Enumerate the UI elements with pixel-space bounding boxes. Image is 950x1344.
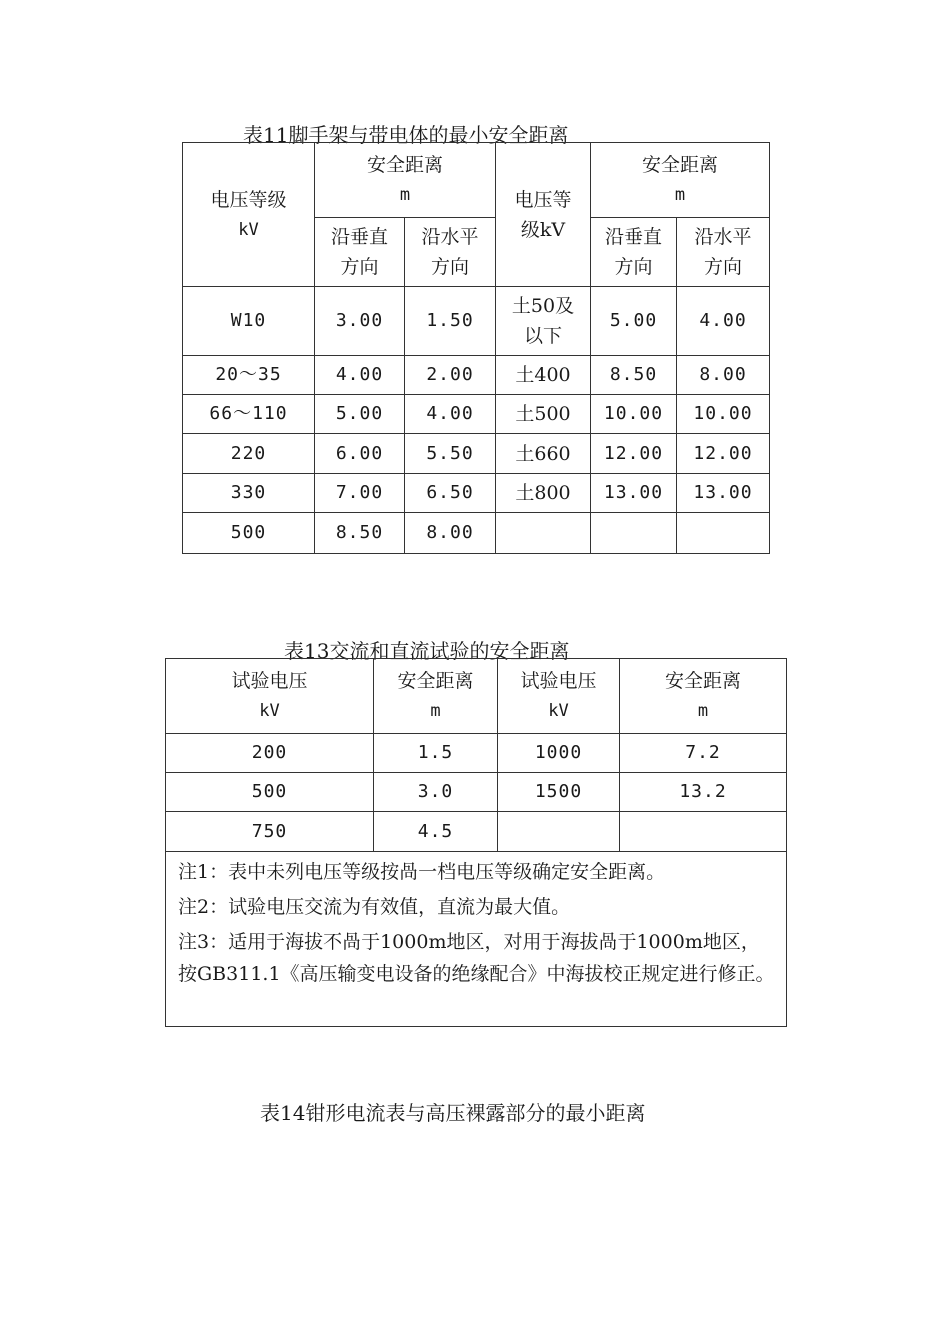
header-distance-left: 安全距离 m — [315, 143, 496, 218]
header-test-voltage-right: 试验电压 kV — [498, 659, 620, 734]
note-2: 注2：试验电压交流为有效值，直流为最大值。 — [178, 896, 571, 918]
table-cell: 20〜35 — [183, 356, 315, 395]
table-row — [166, 812, 787, 852]
note-1: 注1：表中未列电压等级按咼一档电压等级确定安全距离。 — [178, 861, 666, 883]
header-voltage-right: 电压等 级kV — [496, 143, 591, 287]
header-voltage-left: 电压等级 kV — [183, 143, 315, 287]
table-row — [183, 474, 770, 513]
table-row — [166, 734, 787, 773]
table-cell: 1.50 — [405, 287, 496, 356]
table13-notes — [166, 852, 787, 1027]
header-horizontal-left: 沿水平 方向 — [405, 218, 496, 287]
table-row — [166, 773, 787, 812]
table13 — [165, 658, 787, 1027]
table-cell: 4.00 — [405, 395, 496, 434]
table-cell: 220 — [183, 434, 315, 474]
note-3: 注3：适用于海拔不咼于1000m地区，对用于海拔咼于1000m地区，按GB311.1《高压输变电设备的绝缘配合》中海拔校正规定进行修正。 — [178, 931, 775, 985]
table-cell: 6.50 — [405, 474, 496, 513]
table-cell: 10.00 — [677, 395, 770, 434]
table-cell: 66〜110 — [183, 395, 315, 434]
table-row — [183, 395, 770, 434]
table-cell: 4.00 — [315, 356, 405, 395]
table-cell: 8.00 — [677, 356, 770, 395]
table-cell: 750 — [166, 812, 374, 852]
table11 — [182, 142, 770, 554]
table11-caption: 表11脚手架与带电体的最小安全距离 — [243, 123, 569, 147]
table-cell: 4.5 — [374, 812, 498, 852]
table-cell: 1500 — [498, 773, 620, 812]
table-cell: 200 — [166, 734, 374, 773]
table-cell: 6.00 — [315, 434, 405, 474]
header-distance-left: 安全距离 m — [374, 659, 498, 734]
table13-caption: 表13交流和直流试验的安全距离 — [284, 639, 570, 663]
table-cell: 土50及 以下 — [496, 287, 591, 356]
table-cell — [677, 513, 770, 554]
table-cell: 12.00 — [677, 434, 770, 474]
table-row — [183, 513, 770, 554]
table-cell: 土400 — [496, 356, 591, 395]
table-cell: 土500 — [496, 395, 591, 434]
table-row — [183, 434, 770, 474]
table-cell: 2.00 — [405, 356, 496, 395]
header-test-voltage-left: 试验电压 kV — [166, 659, 374, 734]
table-cell: 土800 — [496, 474, 591, 513]
table-row — [183, 287, 770, 356]
header-distance-right: 安全距离 m — [620, 659, 787, 734]
table-cell: 500 — [183, 513, 315, 554]
table-cell: 500 — [166, 773, 374, 812]
table-cell: 5.00 — [315, 395, 405, 434]
table-cell: 1000 — [498, 734, 620, 773]
table-cell — [591, 513, 677, 554]
table-cell — [496, 513, 591, 554]
table-cell: 1.5 — [374, 734, 498, 773]
header-horizontal-right: 沿水平 方向 — [677, 218, 770, 287]
table-cell — [620, 812, 787, 852]
table-cell: 330 — [183, 474, 315, 513]
header-distance-right: 安全距离 m — [591, 143, 770, 218]
table-cell: 3.0 — [374, 773, 498, 812]
table-cell: 8.00 — [405, 513, 496, 554]
table-cell: 土660 — [496, 434, 591, 474]
table-cell: 8.50 — [591, 356, 677, 395]
table14-caption: 表14钳形电流表与高压裸露部分的最小距离 — [260, 1101, 646, 1125]
table-cell: 7.2 — [620, 734, 787, 773]
header-vertical-left: 沿垂直 方向 — [315, 218, 405, 287]
table-cell — [498, 812, 620, 852]
table-cell: 4.00 — [677, 287, 770, 356]
table-cell: 5.00 — [591, 287, 677, 356]
table-row — [183, 356, 770, 395]
table-cell: 13.00 — [591, 474, 677, 513]
table-cell: 3.00 — [315, 287, 405, 356]
table-cell: 8.50 — [315, 513, 405, 554]
table-cell: 5.50 — [405, 434, 496, 474]
table-cell: 7.00 — [315, 474, 405, 513]
table-cell: 13.00 — [677, 474, 770, 513]
table-cell: W10 — [183, 287, 315, 356]
table-cell: 12.00 — [591, 434, 677, 474]
table-cell: 10.00 — [591, 395, 677, 434]
table-cell: 13.2 — [620, 773, 787, 812]
header-vertical-right: 沿垂直 方向 — [591, 218, 677, 287]
